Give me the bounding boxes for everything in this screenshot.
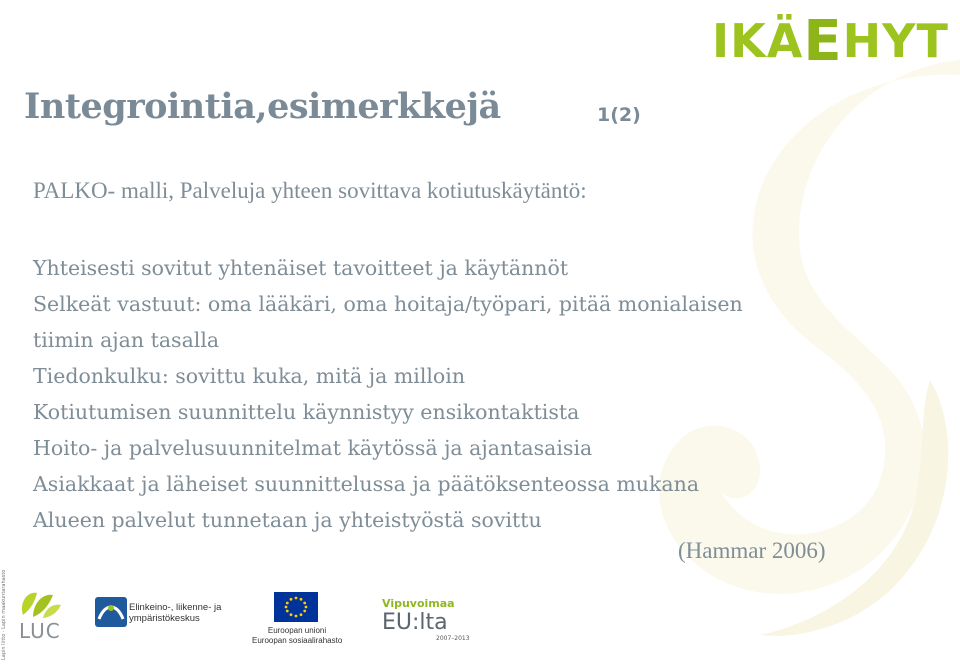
- list-item-text: Selkeät vastuut: oma lääkäri, oma hoitaja/työpari, pitää monialaisen: [33, 292, 743, 316]
- vertical-text: Lapin liitto · Lapin maakuntarahasto: [1, 569, 7, 660]
- page-number: 1(2): [597, 104, 641, 126]
- eu-stars-icon: [274, 592, 318, 622]
- bullet-list: [33, 250, 933, 538]
- vipuvoimaa-logo: [382, 597, 470, 642]
- list-item-text: Alueen palvelut tunnetaan ja yhteistyöstä sovittu: [33, 508, 542, 532]
- vipu-main-text: EU:lta: [382, 610, 448, 635]
- list-item-text: Yhteisesti sovitut yhtenäiset tavoitteet ja käytännöt: [33, 256, 569, 280]
- list-item: [33, 502, 933, 538]
- luc-logo: [15, 585, 65, 645]
- list-item: [33, 250, 933, 286]
- logo-text-start: IKÄ: [712, 14, 804, 68]
- citation: (Hammar 2006): [678, 538, 826, 563]
- vipu-years-text: 2007–2013: [436, 635, 470, 642]
- slide-subtitle: PALKO- malli, Palveluja yhteen sovittava kotiutuskäytäntö:: [33, 178, 587, 203]
- logo-text-accent: E: [803, 9, 843, 74]
- list-item: [33, 394, 933, 430]
- ely-text: [129, 602, 221, 624]
- eu-line1: Euroopan unioni: [267, 626, 327, 635]
- eu-flag-icon: [274, 592, 318, 622]
- ikaehyt-logo: [712, 6, 949, 74]
- list-item: [33, 358, 933, 394]
- list-item-text: Asiakkaat ja läheiset suunnittelussa ja päätöksenteossa mukana: [33, 472, 700, 496]
- ely-logo: [95, 597, 222, 631]
- logo-text-end: HYT: [842, 14, 949, 68]
- ely-line2: ympäristökeskus: [129, 613, 200, 624]
- list-item-text: Kotiutumisen suunnittelu käynnistyy ensikontaktista: [33, 400, 580, 424]
- ely-emblem-icon: [95, 597, 127, 627]
- luc-leaf-icon: [15, 585, 65, 621]
- luc-text: LUC: [19, 619, 61, 643]
- footer-vertical-text: [1, 569, 11, 660]
- list-item-continuation: tiimin ajan tasalla: [33, 328, 220, 352]
- list-item: [33, 430, 933, 466]
- vipu-top-text: Vipuvoimaa: [382, 597, 455, 610]
- list-item-text: Hoito- ja palvelusuunnitelmat käytössä ja ajantasaisia: [33, 436, 593, 460]
- list-item: [33, 466, 933, 502]
- eu-line2: Euroopan sosiaalirahasto: [252, 636, 343, 645]
- ely-line1: Elinkeino-, liikenne- ja: [129, 602, 222, 613]
- list-item: [33, 286, 933, 358]
- list-item-text: Tiedonkulku: sovittu kuka, mitä ja milloin: [33, 364, 466, 388]
- slide-title: Integrointia,esimerkkejä: [24, 86, 501, 127]
